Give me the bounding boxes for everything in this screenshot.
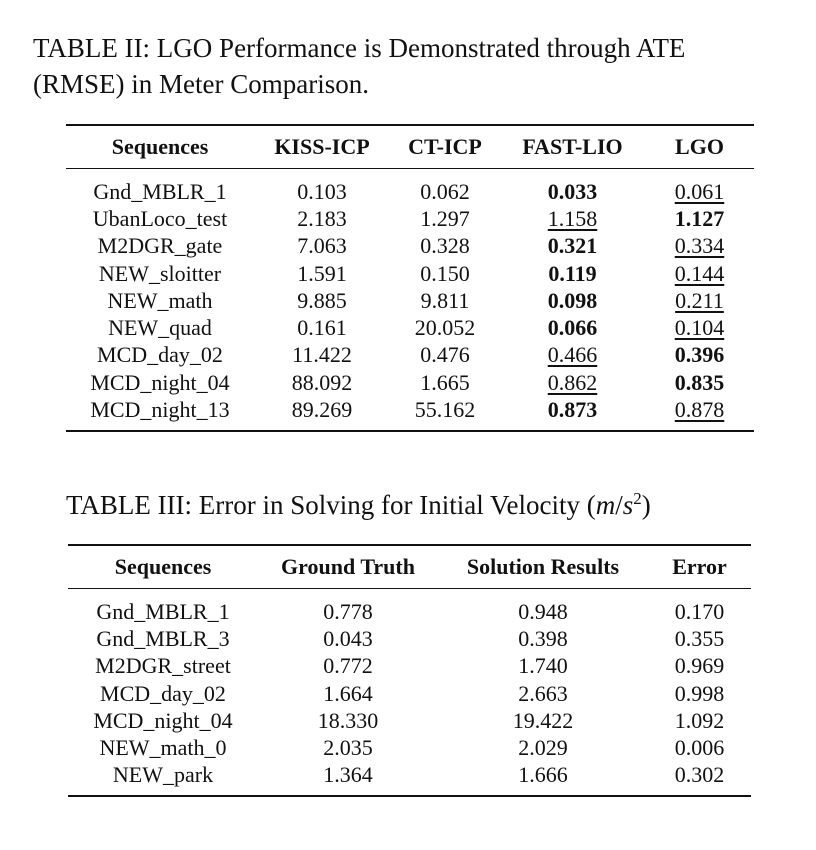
header-lgo: LGO bbox=[675, 134, 724, 159]
cell-fast bbox=[500, 260, 645, 287]
cell-ct bbox=[390, 396, 500, 430]
cell-value: 55.162 bbox=[414, 397, 476, 423]
table-row bbox=[66, 396, 754, 430]
cell-value: 9.811 bbox=[420, 287, 470, 313]
table-row bbox=[68, 762, 751, 796]
cell-err: 0.006 bbox=[674, 735, 725, 761]
cell-sequence: M2DGR_street bbox=[95, 653, 231, 679]
cell-value: 0.161 bbox=[297, 315, 347, 341]
cell-value: 0.862 bbox=[547, 369, 598, 395]
ate-comparison-table bbox=[66, 124, 754, 432]
table-row bbox=[66, 169, 754, 206]
cell-value: 0.033 bbox=[547, 178, 598, 204]
cell-lgo bbox=[645, 233, 754, 260]
table-row bbox=[68, 653, 751, 680]
cell-value: 0.396 bbox=[674, 342, 725, 368]
table-row bbox=[66, 287, 754, 314]
table-row bbox=[68, 589, 751, 626]
cell-fast bbox=[500, 287, 645, 314]
cell-sequence: MCD_night_04 bbox=[93, 707, 233, 733]
cell-value: MCD_night_13 bbox=[90, 397, 230, 423]
cell-gt: 1.664 bbox=[323, 680, 373, 706]
cell-kiss bbox=[254, 314, 390, 341]
header-kiss-icp: KISS-ICP bbox=[274, 134, 370, 159]
table3-caption bbox=[66, 487, 651, 523]
cell-gt: 0.772 bbox=[323, 653, 373, 679]
cell-value: 1.297 bbox=[420, 205, 470, 231]
cell-value: 0.103 bbox=[297, 178, 347, 204]
table2-caption bbox=[33, 30, 685, 102]
cell-value: NEW_quad bbox=[108, 315, 212, 341]
cell-lgo bbox=[645, 314, 754, 341]
cell-sequence: MCD_day_02 bbox=[100, 680, 226, 706]
cell-value: 2.183 bbox=[297, 205, 347, 231]
table-row bbox=[66, 233, 754, 260]
cell-gt: 2.035 bbox=[323, 735, 373, 761]
table2-body bbox=[66, 169, 754, 431]
header-error: Error bbox=[672, 554, 727, 579]
cell-value: 7.063 bbox=[297, 233, 347, 259]
cell-ct bbox=[390, 233, 500, 260]
cell-ct bbox=[390, 260, 500, 287]
cell-value: 1.665 bbox=[420, 369, 470, 395]
header-sequences: Sequences bbox=[111, 134, 209, 159]
cell-sequence: Gnd_MBLR_3 bbox=[96, 625, 230, 651]
cell-value: 0.328 bbox=[420, 233, 470, 259]
table-row bbox=[68, 707, 751, 734]
cell-fast bbox=[500, 205, 645, 232]
cell-kiss bbox=[254, 205, 390, 232]
cell-lgo bbox=[645, 342, 754, 369]
cell-ct bbox=[390, 169, 500, 206]
cell-sequence bbox=[66, 287, 254, 314]
cell-value: 1.591 bbox=[297, 260, 347, 286]
cell-value: 0.144 bbox=[674, 260, 725, 286]
cell-gt: 0.778 bbox=[323, 598, 373, 624]
cell-gt: 1.364 bbox=[323, 762, 373, 788]
table2-caption-line2: (RMSE) in Meter Comparison. bbox=[33, 69, 369, 99]
cell-value: 20.052 bbox=[414, 315, 476, 341]
cell-sequence bbox=[66, 314, 254, 341]
cell-value: UbanLoco_test bbox=[92, 205, 228, 231]
cell-value: 0.334 bbox=[674, 233, 725, 259]
cell-kiss bbox=[254, 260, 390, 287]
cell-err: 0.998 bbox=[674, 680, 725, 706]
cell-gt: 18.330 bbox=[317, 707, 379, 733]
cell-sol: 19.422 bbox=[512, 707, 574, 733]
cell-lgo bbox=[645, 169, 754, 206]
cell-value: 1.158 bbox=[547, 205, 598, 231]
table3-body bbox=[68, 589, 751, 797]
table-row bbox=[66, 260, 754, 287]
table3-header-row bbox=[68, 545, 751, 589]
unit-s: s bbox=[622, 490, 634, 520]
cell-value: 0.466 bbox=[547, 342, 598, 368]
cell-lgo bbox=[645, 369, 754, 396]
cell-sol: 1.666 bbox=[518, 762, 568, 788]
cell-value: 0.321 bbox=[547, 233, 598, 259]
cell-sequence: NEW_math_0 bbox=[99, 735, 227, 761]
table-row bbox=[68, 734, 751, 761]
cell-err: 1.092 bbox=[674, 707, 725, 733]
cell-sequence bbox=[66, 396, 254, 430]
cell-value: MCD_day_02 bbox=[97, 342, 223, 368]
cell-fast bbox=[500, 233, 645, 260]
cell-value: 0.119 bbox=[548, 260, 597, 286]
cell-fast bbox=[500, 169, 645, 206]
unit-close-paren: ) bbox=[641, 490, 651, 520]
unit-slash: / bbox=[615, 490, 623, 520]
cell-value: 0.098 bbox=[547, 287, 598, 313]
cell-kiss bbox=[254, 233, 390, 260]
header-ground-truth: Ground Truth bbox=[281, 554, 415, 579]
table-row bbox=[66, 342, 754, 369]
cell-value: 0.878 bbox=[674, 397, 725, 423]
cell-sol: 0.948 bbox=[518, 598, 568, 624]
cell-value: 0.835 bbox=[674, 369, 725, 395]
cell-ct bbox=[390, 205, 500, 232]
cell-value: 0.104 bbox=[674, 315, 725, 341]
cell-ct bbox=[390, 314, 500, 341]
table-row bbox=[66, 369, 754, 396]
cell-value: 0.062 bbox=[420, 178, 470, 204]
cell-ct bbox=[390, 342, 500, 369]
header-sequences: Sequences bbox=[114, 554, 212, 579]
header-fast-lio: FAST-LIO bbox=[522, 134, 623, 159]
cell-value: 0.476 bbox=[420, 342, 470, 368]
unit-exponent: 2 bbox=[633, 489, 642, 508]
cell-lgo bbox=[645, 287, 754, 314]
cell-err: 0.355 bbox=[674, 625, 725, 651]
cell-kiss bbox=[254, 169, 390, 206]
cell-err: 0.302 bbox=[674, 762, 725, 788]
cell-gt: 0.043 bbox=[323, 625, 373, 651]
unit-open-paren: ( bbox=[586, 490, 596, 520]
unit-m: m bbox=[595, 490, 616, 520]
cell-sequence bbox=[66, 169, 254, 206]
initial-velocity-error-table bbox=[68, 544, 751, 797]
cell-lgo bbox=[645, 205, 754, 232]
cell-fast bbox=[500, 314, 645, 341]
table-row bbox=[68, 625, 751, 652]
table2-header-row bbox=[66, 125, 754, 169]
cell-value: 1.127 bbox=[674, 205, 725, 231]
cell-value: 0.211 bbox=[675, 287, 724, 313]
cell-sequence: NEW_park bbox=[112, 762, 214, 788]
cell-value: MCD_night_04 bbox=[90, 369, 230, 395]
cell-kiss bbox=[254, 287, 390, 314]
cell-sequence bbox=[66, 233, 254, 260]
cell-sequence: Gnd_MBLR_1 bbox=[96, 598, 230, 624]
cell-lgo bbox=[645, 260, 754, 287]
cell-ct bbox=[390, 287, 500, 314]
cell-value: 0.066 bbox=[547, 315, 598, 341]
cell-value: M2DGR_gate bbox=[97, 233, 223, 259]
cell-value: 11.422 bbox=[292, 342, 352, 368]
cell-value: 0.150 bbox=[420, 260, 470, 286]
cell-kiss bbox=[254, 396, 390, 430]
cell-value: NEW_math bbox=[107, 287, 213, 313]
cell-value: 0.061 bbox=[674, 178, 725, 204]
cell-sequence bbox=[66, 342, 254, 369]
cell-err: 0.969 bbox=[674, 653, 725, 679]
header-solution-results: Solution Results bbox=[466, 554, 620, 579]
cell-lgo bbox=[645, 396, 754, 430]
cell-value: NEW_sloitter bbox=[98, 260, 222, 286]
cell-fast bbox=[500, 396, 645, 430]
cell-sol: 0.398 bbox=[518, 625, 568, 651]
cell-ct bbox=[390, 369, 500, 396]
cell-value: 88.092 bbox=[291, 369, 353, 395]
cell-sequence bbox=[66, 260, 254, 287]
cell-sol: 2.029 bbox=[518, 735, 568, 761]
cell-sol: 2.663 bbox=[518, 680, 568, 706]
cell-fast bbox=[500, 342, 645, 369]
table3-caption-text: TABLE III: Error in Solving for Initial Velocity bbox=[66, 490, 580, 520]
cell-value: 9.885 bbox=[297, 287, 347, 313]
cell-value: 89.269 bbox=[291, 397, 353, 423]
cell-fast bbox=[500, 369, 645, 396]
cell-value: 0.873 bbox=[547, 397, 598, 423]
cell-sol: 1.740 bbox=[518, 653, 568, 679]
cell-value: Gnd_MBLR_1 bbox=[93, 178, 227, 204]
table-row bbox=[66, 205, 754, 232]
table2-caption-line1: TABLE II: LGO Performance is Demonstrated through ATE bbox=[33, 33, 686, 63]
cell-err: 0.170 bbox=[674, 598, 725, 624]
table-row bbox=[68, 680, 751, 707]
table3-caption-unit bbox=[587, 490, 651, 520]
cell-kiss bbox=[254, 369, 390, 396]
cell-sequence bbox=[66, 369, 254, 396]
header-ct-icp: CT-ICP bbox=[408, 134, 482, 159]
cell-kiss bbox=[254, 342, 390, 369]
cell-sequence bbox=[66, 205, 254, 232]
table-row bbox=[66, 314, 754, 341]
